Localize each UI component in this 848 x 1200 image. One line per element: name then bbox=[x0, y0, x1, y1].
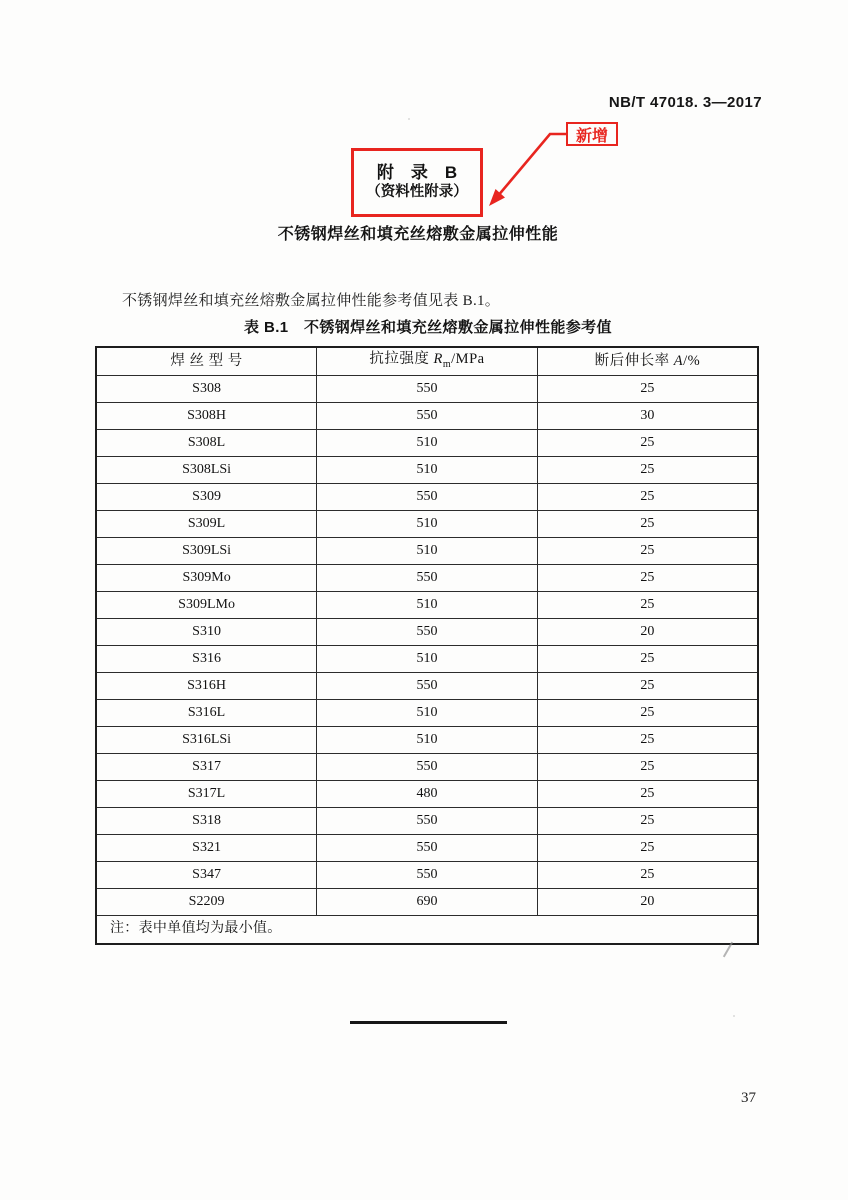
tensile-strength-cell: 510 bbox=[317, 592, 538, 619]
elongation-cell: 25 bbox=[537, 673, 758, 700]
wire-model-cell: S316H bbox=[96, 673, 317, 700]
wire-model-cell: S317L bbox=[96, 781, 317, 808]
tensile-strength-cell: 510 bbox=[317, 430, 538, 457]
table-row bbox=[96, 673, 758, 700]
wire-model-cell: S309L bbox=[96, 511, 317, 538]
elongation-cell: 25 bbox=[537, 376, 758, 403]
wire-model-cell: S309LMo bbox=[96, 592, 317, 619]
page-number: 37 bbox=[741, 1090, 756, 1106]
elongation-cell: 25 bbox=[537, 754, 758, 781]
table-row bbox=[96, 862, 758, 889]
elongation-cell: 25 bbox=[537, 835, 758, 862]
tensile-strength-cell: 510 bbox=[317, 646, 538, 673]
table-row bbox=[96, 646, 758, 673]
appendix-highlight-box bbox=[351, 148, 483, 217]
table-note: 注：表中单值均为最小值。 bbox=[96, 916, 758, 945]
elongation-cell: 25 bbox=[537, 430, 758, 457]
table-row bbox=[96, 727, 758, 754]
tensile-strength-cell: 550 bbox=[317, 835, 538, 862]
table-header-row bbox=[96, 347, 758, 376]
table-row bbox=[96, 619, 758, 646]
symbol-A: A bbox=[673, 352, 684, 369]
elongation-cell: 30 bbox=[537, 403, 758, 430]
table-body bbox=[96, 376, 758, 916]
elongation-cell: 25 bbox=[537, 862, 758, 889]
scan-speck bbox=[408, 118, 410, 120]
tensile-strength-cell: 550 bbox=[317, 862, 538, 889]
wire-model-cell: S309LSi bbox=[96, 538, 317, 565]
wire-model-cell: S317 bbox=[96, 754, 317, 781]
table-row bbox=[96, 835, 758, 862]
tensile-strength-cell: 550 bbox=[317, 673, 538, 700]
wire-model-cell: S310 bbox=[96, 619, 317, 646]
tensile-strength-cell: 550 bbox=[317, 754, 538, 781]
elongation-cell: 25 bbox=[537, 511, 758, 538]
intro-paragraph: 不锈钢焊丝和填充丝熔敷金属拉伸性能参考值见表 B.1。 bbox=[122, 293, 501, 309]
col-header-wire-model: 焊 丝 型 号 bbox=[96, 347, 317, 376]
table-row bbox=[96, 403, 758, 430]
elongation-cell: 20 bbox=[537, 619, 758, 646]
table-row bbox=[96, 511, 758, 538]
table-caption: 表 B.1 不锈钢焊丝和填充丝熔敷金属拉伸性能参考值 bbox=[244, 319, 612, 336]
elongation-cell: 25 bbox=[537, 565, 758, 592]
revision-annotation-label: 新增 bbox=[575, 127, 608, 145]
table-row bbox=[96, 889, 758, 916]
revision-annotation-box bbox=[566, 122, 618, 146]
tensile-strength-cell: 510 bbox=[317, 457, 538, 484]
wire-model-cell: S321 bbox=[96, 835, 317, 862]
elongation-cell: 25 bbox=[537, 484, 758, 511]
tensile-strength-cell: 510 bbox=[317, 511, 538, 538]
tensile-strength-cell: 550 bbox=[317, 565, 538, 592]
appendix-subtitle: （资料性附录） bbox=[366, 184, 468, 201]
col-header-elongation: 断后伸长率 A/% bbox=[537, 347, 758, 376]
table-row bbox=[96, 781, 758, 808]
elongation-cell: 20 bbox=[537, 889, 758, 916]
table-row bbox=[96, 484, 758, 511]
wire-model-cell: S316 bbox=[96, 646, 317, 673]
wire-model-cell: S308H bbox=[96, 403, 317, 430]
elongation-cell: 25 bbox=[537, 646, 758, 673]
elongation-cell: 25 bbox=[537, 457, 758, 484]
wire-model-cell: S309 bbox=[96, 484, 317, 511]
end-of-text-rule bbox=[350, 1021, 507, 1024]
tensile-strength-cell: 550 bbox=[317, 484, 538, 511]
standard-code-header: NB/T 47018. 3—2017 bbox=[608, 94, 762, 111]
wire-model-cell: S347 bbox=[96, 862, 317, 889]
table-row bbox=[96, 700, 758, 727]
elongation-cell: 25 bbox=[537, 808, 758, 835]
wire-model-cell: S316L bbox=[96, 700, 317, 727]
tensile-strength-cell: 480 bbox=[317, 781, 538, 808]
wire-model-cell: S308L bbox=[96, 430, 317, 457]
elongation-cell: 25 bbox=[537, 727, 758, 754]
table-row bbox=[96, 376, 758, 403]
tensile-strength-cell: 550 bbox=[317, 403, 538, 430]
appendix-heading: 不锈钢焊丝和填充丝熔敷金属拉伸性能 bbox=[277, 226, 559, 243]
elongation-cell: 25 bbox=[537, 781, 758, 808]
table-row bbox=[96, 808, 758, 835]
tensile-strength-cell: 510 bbox=[317, 538, 538, 565]
wire-model-cell: S309Mo bbox=[96, 565, 317, 592]
elongation-cell: 25 bbox=[537, 592, 758, 619]
table-row bbox=[96, 565, 758, 592]
col-header-tensile-strength: 抗拉强度 $R_m$/MPa bbox=[317, 347, 538, 376]
tensile-strength-cell: 550 bbox=[317, 376, 538, 403]
table-row bbox=[96, 754, 758, 781]
properties-table bbox=[95, 346, 759, 945]
wire-model-cell: S308 bbox=[96, 376, 317, 403]
tensile-strength-cell: 510 bbox=[317, 700, 538, 727]
wire-model-cell: S316LSi bbox=[96, 727, 317, 754]
tensile-strength-cell: 510 bbox=[317, 727, 538, 754]
table-row bbox=[96, 457, 758, 484]
wire-model-cell: S308LSi bbox=[96, 457, 317, 484]
scan-speck bbox=[733, 1015, 735, 1017]
elongation-cell: 25 bbox=[537, 538, 758, 565]
appendix-title: 附 录 B bbox=[376, 162, 458, 182]
tensile-strength-cell: 550 bbox=[317, 808, 538, 835]
tensile-strength-cell: 550 bbox=[317, 619, 538, 646]
elongation-cell: 25 bbox=[537, 700, 758, 727]
symbol-Rm: R bbox=[433, 351, 443, 368]
table-note-row bbox=[96, 916, 758, 945]
wire-model-cell: S318 bbox=[96, 808, 317, 835]
wire-model-cell: S2209 bbox=[96, 889, 317, 916]
table-row bbox=[96, 430, 758, 457]
properties-table-wrapper bbox=[95, 346, 759, 945]
table-row bbox=[96, 538, 758, 565]
table-row bbox=[96, 592, 758, 619]
tensile-strength-cell: 690 bbox=[317, 889, 538, 916]
